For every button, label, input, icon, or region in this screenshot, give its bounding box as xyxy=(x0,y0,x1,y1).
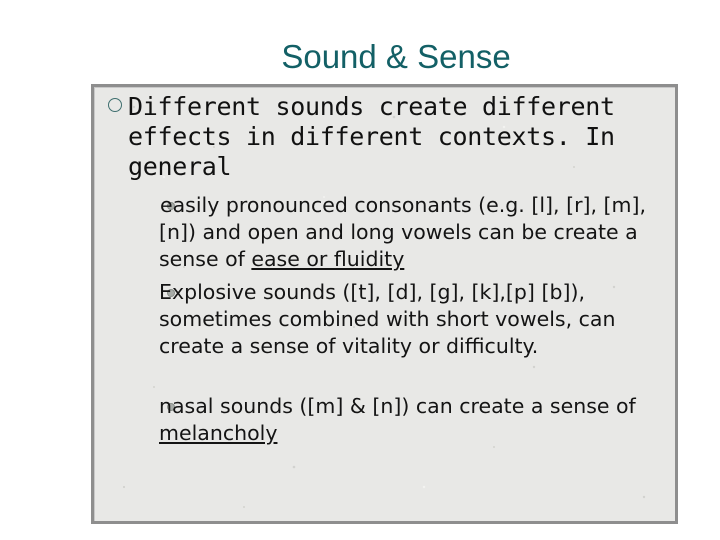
sub-point-3 xyxy=(159,393,674,447)
sub-point-2-text: Explosive sounds ([t], [d], [g], [k],[p] [b]), sometimes combined with short vowels, can create a sense of vitality or difficulty. xyxy=(159,280,616,358)
sub-point-3-underlined: melancholy xyxy=(159,421,278,445)
slide-title: Sound & Sense xyxy=(281,38,511,75)
sub-point-2 xyxy=(159,279,674,360)
sub-point-1-text: easily pronounced consonants (e.g. [l], [r], [m], [n]) and open and long vowels can be create a sense of xyxy=(159,193,647,271)
main-point-text: Different sounds create different effects in different contexts. In general xyxy=(128,92,615,181)
sub-point-3-text: nasal sounds ([m] & [n]) can create a sense of xyxy=(159,394,636,418)
sub-point-1 xyxy=(159,192,674,273)
hollow-circle-bullet-icon xyxy=(108,98,122,112)
sub-point-1-underlined: ease or fluidity xyxy=(251,247,405,271)
